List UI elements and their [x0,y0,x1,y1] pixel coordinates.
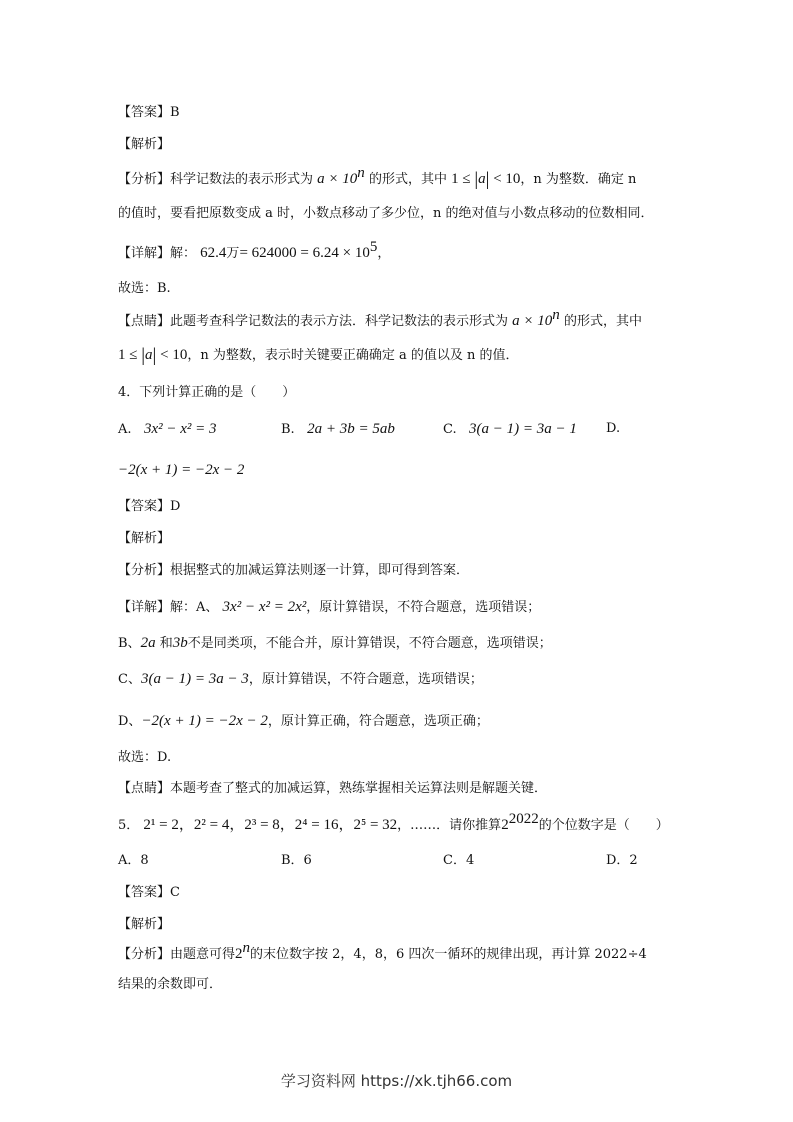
q3-xiangjie-label: 【详解】 [118,246,171,261]
q5-stem-end: 的个位数字是（ ） [538,818,669,833]
q5-analysis-line1 [118,940,647,964]
q4-option-c-label: C. [443,422,457,437]
q4-xiangjie-b-e1: 2a [140,635,156,651]
q4-detail-d [118,712,489,731]
q3-xiangjie-exp: 5 [369,239,378,255]
q5-option-b: B．6 [281,853,312,868]
q3-dianjing-expr: a × 10 [512,313,553,329]
q4-stem: 4．下列计算正确的是（ ） [118,385,296,400]
q3-dianjing-text: 此题考查科学记数法的表示方法．科学记数法的表示形式为 [170,314,509,329]
q4-xiangjie-d-pre: D、 [118,714,142,729]
q3-jiexi-heading: 【解析】 [118,137,171,152]
q4-xiangjie-b-mid: 和 [159,636,173,651]
q4-dianjing: 【点睛】本题考查了整式的加减运算，熟练掌握相关运算法则是解题关键． [118,781,548,796]
q4-xiangjie-a-pre: 解：A、 [170,600,219,615]
q5-stem-dots: ，……．请你推算 [397,818,502,833]
q4-guxuan: 故选：D. [118,750,172,765]
q3-xiangjie-wan: 万 [226,246,240,261]
q5-fenxi-base: 2 [235,946,243,962]
q3-fenxi-text: 科学记数法的表示形式为 [170,172,314,187]
q4-answer: 【答案】D [118,499,181,514]
q5-jiexi-heading: 【解析】 [118,917,171,932]
q4-xiangjie-b-e2: 3b [172,635,188,651]
q3-xiangjie-text: 解： [170,246,197,261]
q3-fenxi-ineq-left: 1 ≤ [451,171,475,187]
q3-xiangjie-end: ， [377,246,391,261]
q3-dianjing-text2: 的形式，其中 [563,314,642,329]
q3-fenxi-ineq-right: < 10 [489,171,521,187]
q5-stem-pow-exp: 2022 [508,811,539,827]
q4-xiangjie-d-expr: −2(x + 1) = −2x − 2 [141,713,268,729]
q3-analysis-line2: 的值时，要看把原数变成 a 时，小数点移动了多少位，n 的绝对值与小数点移动的位数相同． [118,206,654,221]
q5-stem-expr: 2¹ = 2，2² = 4，2³ = 8，2⁴ = 16，2⁵ = 32 [143,817,398,833]
q4-xiangjie-c-expr: 3(a − 1) = 3a − 3 [140,671,249,687]
q4-xiangjie-c-post: ，原计算错误，不符合题意，选项错误； [248,672,483,687]
q5-option-a: A．8 [118,853,149,868]
q4-xiangjie-b-pre: B、 [118,636,141,651]
q3-answer: 【答案】B [118,105,180,120]
q4-jiexi-heading: 【解析】 [118,531,171,546]
q3-dianjing-text3: ，n 为整数，表示时关键要正确确定 a 的值以及 n 的值． [187,348,519,363]
q4-option-d-expr-text: −2(x + 1) = −2x − 2 [118,462,245,478]
q4-detail-a [118,598,540,617]
q5-analysis-line2: 结果的余数即可． [118,977,223,992]
q3-dianjing-abs: a [145,347,153,363]
q3-fenxi-abs: a [478,171,486,187]
q5-fenxi-exp: n [242,940,251,956]
q5-fenxi-text: 【分析】由题意可得 [118,947,236,962]
q4-option-b-label: B. [281,422,295,437]
q4-option-d-label: D. [606,421,621,436]
q5-stem-pow-base: 2 [501,817,509,833]
q3-dianjing-ineq-right: < 10 [156,347,188,363]
q3-fenxi-exp: n [357,165,365,181]
q4-xiangjie-b-post: 不是同类项，不能合并，原计算错误，不符合题意，选项错误； [187,636,552,651]
q3-dianjing-line1 [118,307,642,331]
q3-detail [118,239,391,263]
q5-number: 5． [118,818,140,833]
q4-xiangjie-a-post: ，原计算错误，不符合题意，选项错误； [306,600,541,615]
q3-fenxi-text2: 的形式，其中 [368,172,447,187]
q5-answer: 【答案】C [118,885,180,900]
q3-fenxi-expr: a × 10 [317,171,358,187]
q4-detail-c [118,670,483,689]
q4-option-d-expr [118,461,244,480]
q3-dianjing-line2: 1 ≤ |a| < 10，n 为整数，表示时关键要正确确定 a 的值以及 n 的值． [118,345,519,366]
q4-xiangjie-a-expr: 3x² − x² = 2x² [222,599,307,615]
q4-analysis: 【分析】根据整式的加减运算法则逐一计算，即可得到答案． [118,563,470,578]
q3-analysis-line1: 【分析】科学记数法的表示形式为 $a \times 10^n$ 的形式，其中 1 ≤ |a| < 10，n 为整数．确定 n [118,165,637,190]
q4-xiangjie-d-post: ，原计算正确，符合题意，选项正确； [267,714,489,729]
q4-option-b [281,420,395,439]
q3-xiangjie-expr1: 62.4 [200,245,227,261]
q4-xiangjie-c-pre: C、 [118,672,141,687]
q3-fenxi-label: 【分析】 [118,172,171,187]
q5-option-d: D．2 [606,853,638,868]
q5-stem [118,811,669,835]
q3-fenxi-text3: ，n 为整数．确定 n [520,172,637,187]
q3-dianjing-ineq-left: 1 ≤ [118,347,142,363]
q3-xiangjie-expr2: = 624000 = 6.24 × 10 [239,245,370,261]
q3-dianjing-label: 【点睛】 [118,314,171,329]
q3-guxuan: 故选：B. [118,281,171,296]
q5-option-c: C．4 [443,853,475,868]
q4-option-c-expr: 3(a − 1) = 3a − 1 [469,421,577,437]
q4-option-c [443,420,577,439]
footer-watermark: 学习资料网 https://xk.tjh66.com [280,1072,513,1090]
q5-fenxi-text2: 的末位数字按 2，4，8，6 四次一循环的规律出现，再计算 2022÷4 [250,947,647,962]
q3-dianjing-exp: n [552,307,560,323]
q4-detail-b [118,634,552,653]
q4-option-b-expr: 2a + 3b = 5ab [307,421,395,437]
q4-option-a-expr: 3x² − x² = 3 [143,421,217,437]
q4-xiangjie-label: 【详解】 [118,600,171,615]
q4-option-a [118,420,217,439]
q4-option-a-label: A. [118,422,132,437]
